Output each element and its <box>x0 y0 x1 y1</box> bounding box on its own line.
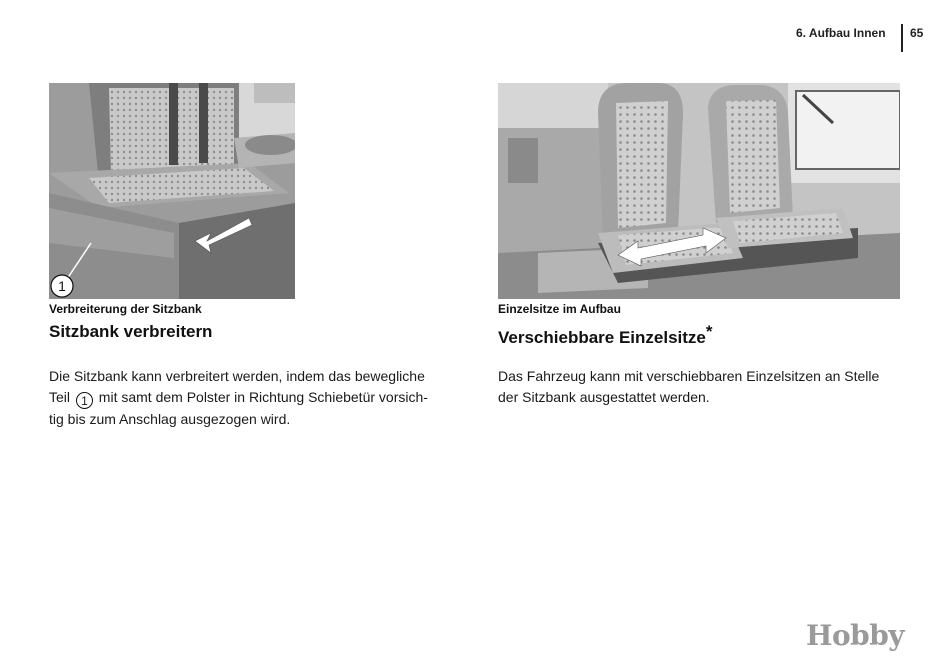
photo-marker-number: 1 <box>58 278 66 294</box>
right-body-line-1: Das Fahrzeug kann mit verschiebbaren Einzelsitzen an Stelle <box>498 368 880 384</box>
right-figure-caption: Einzelsitze im Aufbau <box>498 302 621 316</box>
left-section-heading: Sitzbank verbreitern <box>49 322 213 341</box>
bench-seat-photo <box>49 83 295 299</box>
right-body-line-2: der Sitzbank ausgestattet werden. <box>498 389 710 405</box>
right-body-text <box>498 366 879 408</box>
right-heading-text: Verschiebbare Einzelsitze <box>498 328 706 347</box>
inline-marker: 1 <box>76 392 93 409</box>
left-body-line-2-end: mit samt dem Polster in Richtung Schiebetür vorsich- <box>98 389 428 405</box>
header-divider <box>901 24 903 52</box>
left-body-line-2-start: Teil <box>49 389 71 405</box>
hobby-logo: Hobby <box>806 619 905 652</box>
left-body-line-3: tig bis zum Anschlag ausgezogen wird. <box>49 411 291 427</box>
page-number: 65 <box>910 26 924 40</box>
left-body-line-2 <box>49 387 428 409</box>
left-figure-caption: Verbreiterung der Sitzbank <box>49 302 202 316</box>
left-body-text <box>49 366 428 430</box>
single-seats-photo <box>498 83 900 299</box>
heading-asterisk: * <box>705 322 713 341</box>
right-section-heading <box>498 322 713 348</box>
header-section-title: 6. Aufbau Innen <box>796 26 886 40</box>
left-body-line-1: Die Sitzbank kann verbreitert werden, indem das bewegliche <box>49 368 425 384</box>
